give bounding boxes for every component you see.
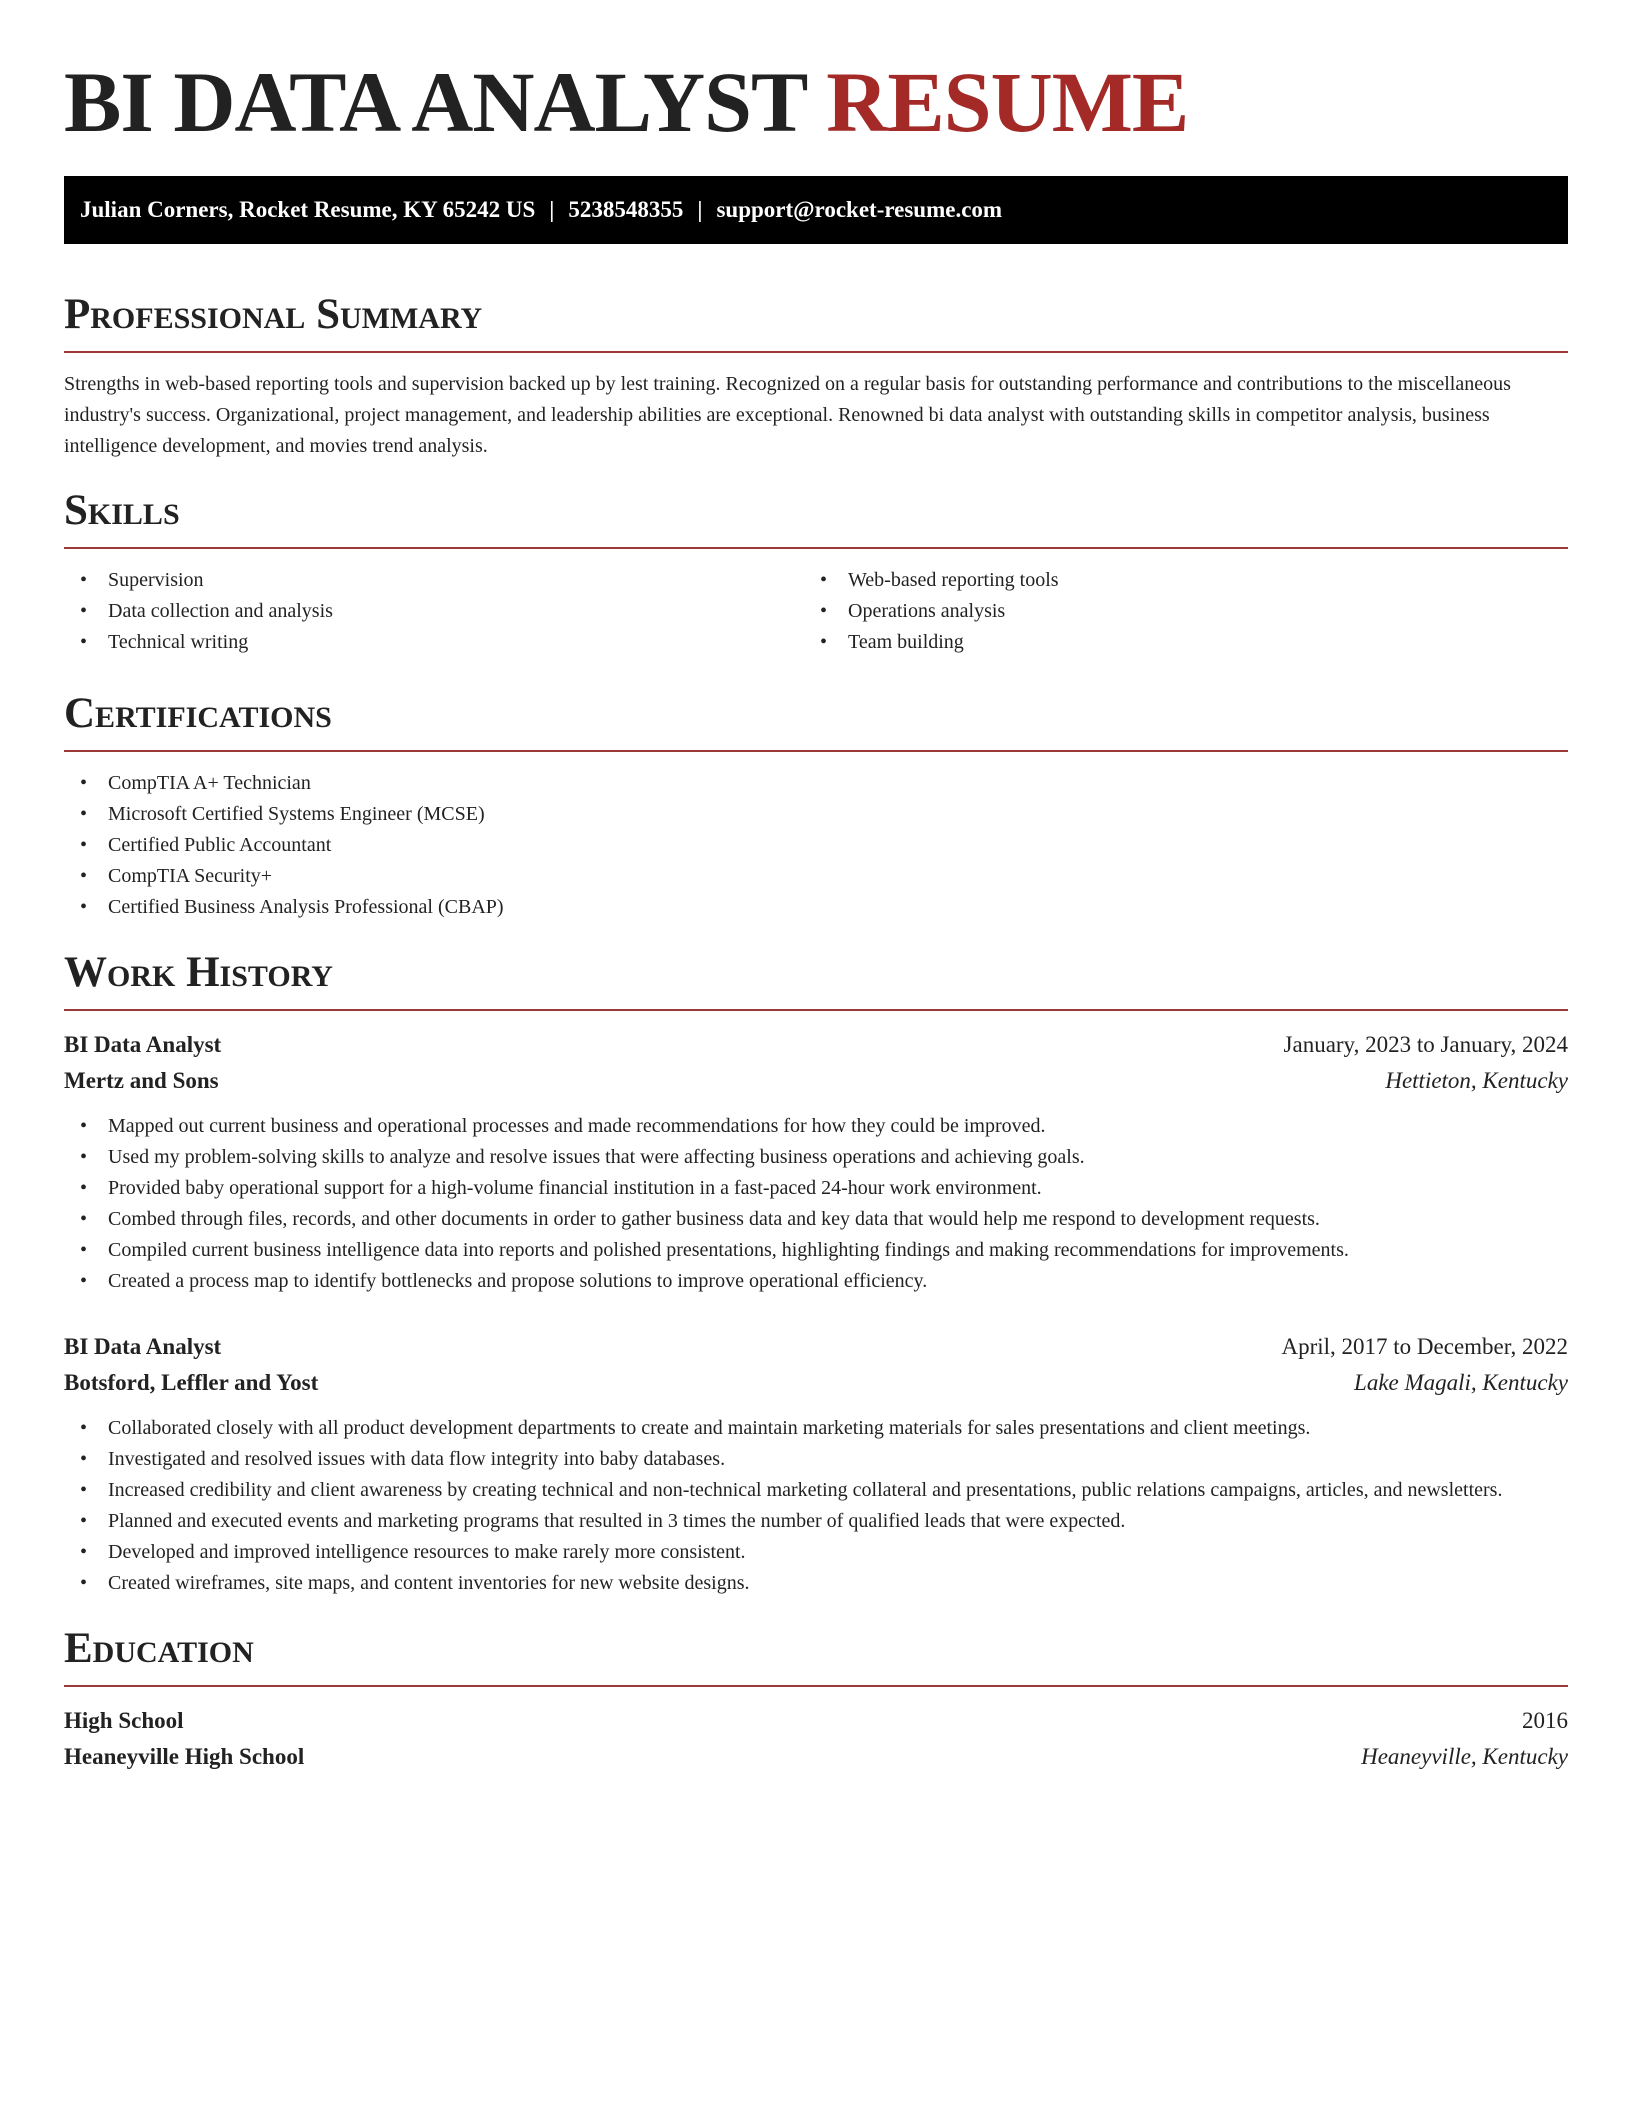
job-bullet: • Combed through files, records, and other documents in order to gather business data and key data that would help me respond to development requests. xyxy=(64,1204,1568,1235)
skill-item: • Team building xyxy=(804,627,1544,658)
certification-item: • Certified Business Analysis Professional (CBAP) xyxy=(64,892,1568,923)
job-bullet-list xyxy=(64,1413,1568,1599)
skill-item: • Data collection and analysis xyxy=(64,596,804,627)
section-title-summary: Professional Summary xyxy=(64,291,483,338)
section-divider xyxy=(64,1009,1568,1011)
section-divider xyxy=(64,351,1568,353)
education-degree: High School xyxy=(64,1708,184,1733)
skill-item: • Operations analysis xyxy=(804,596,1544,627)
job-location: Lake Magali, Kentucky xyxy=(1354,1370,1568,1395)
summary-section xyxy=(64,289,1568,462)
certification-item: • CompTIA A+ Technician xyxy=(64,768,1568,799)
education-section xyxy=(64,1623,1568,1775)
summary-text: Strengths in web-based reporting tools and supervision backed up by lest training. Recognized on a regular basis for outstanding performance and contributions to the miscellaneous industry's success. Organizational, project management, and leadership abilities are exceptional. Renowned bi data analyst with outstanding skills in competitor analysis, business intelligence development, and movies trend analysis. xyxy=(64,373,1511,457)
education-school: Heaneyville High School xyxy=(64,1744,305,1769)
skills-list-left xyxy=(64,565,804,658)
job-dates: January, 2023 to January, 2024 xyxy=(1283,1032,1568,1057)
skill-item: • Supervision xyxy=(64,565,804,596)
section-divider xyxy=(64,1685,1568,1687)
job-bullet: • Provided baby operational support for a high-volume financial institution in a fast-paced 24-hour work environment. xyxy=(64,1173,1568,1204)
contact-address: Julian Corners, Rocket Resume, KY 65242 US xyxy=(80,197,536,222)
education-header-row xyxy=(64,1703,1568,1739)
job-employer: Botsford, Leffler and Yost xyxy=(64,1370,319,1395)
job-dates: April, 2017 to December, 2022 xyxy=(1281,1334,1568,1359)
section-title-skills: Skills xyxy=(64,487,180,534)
resume-title xyxy=(64,0,1568,148)
skills-grid xyxy=(64,565,1568,658)
section-title-certifications: Certifications xyxy=(64,690,332,737)
skill-item: • Web-based reporting tools xyxy=(804,565,1544,596)
job-bullet: • Used my problem-solving skills to analyze and resolve issues that were affecting business operations and achieving goals. xyxy=(64,1142,1568,1173)
job-employer: Mertz and Sons xyxy=(64,1068,219,1093)
contact-email: support@rocket-resume.com xyxy=(716,197,1003,222)
skills-section xyxy=(64,485,1568,658)
section-title-education: Education xyxy=(64,1625,254,1672)
contact-bar xyxy=(64,176,1568,244)
skill-item: • Technical writing xyxy=(64,627,804,658)
title-accent: RESUME xyxy=(826,54,1189,150)
job-location: Hettieton, Kentucky xyxy=(1385,1068,1568,1093)
job-bullet: • Increased credibility and client awareness by creating technical and non-technical marketing collateral and presentations, public relations campaigns, articles, and newsletters. xyxy=(64,1475,1568,1506)
work-history-section xyxy=(64,947,1568,1599)
job-entry xyxy=(64,1329,1568,1599)
contact-separator: | xyxy=(549,197,555,222)
certification-item: • CompTIA Security+ xyxy=(64,861,1568,892)
education-location: Heaneyville, Kentucky xyxy=(1361,1744,1568,1769)
certification-item: • Microsoft Certified Systems Engineer (MCSE) xyxy=(64,799,1568,830)
job-bullet: • Developed and improved intelligence resources to make rarely more consistent. xyxy=(64,1537,1568,1568)
job-header-row xyxy=(64,1027,1568,1063)
job-title: BI Data Analyst xyxy=(64,1032,222,1057)
education-year: 2016 xyxy=(1522,1708,1568,1733)
job-employer-row xyxy=(64,1365,1568,1401)
title-main: BI DATA ANALYST xyxy=(64,54,806,150)
certification-item: • Certified Public Accountant xyxy=(64,830,1568,861)
section-divider xyxy=(64,547,1568,549)
job-bullet-list xyxy=(64,1111,1568,1297)
contact-separator: | xyxy=(697,197,703,222)
resume-page xyxy=(64,0,1568,1775)
job-title: BI Data Analyst xyxy=(64,1334,222,1359)
skills-list-right xyxy=(804,565,1544,658)
job-bullet: • Created a process map to identify bottlenecks and propose solutions to improve operational efficiency. xyxy=(64,1266,1568,1297)
job-bullet: • Investigated and resolved issues with data flow integrity into baby databases. xyxy=(64,1444,1568,1475)
certifications-list xyxy=(64,768,1568,923)
job-bullet: • Mapped out current business and operational processes and made recommendations for how they could be improved. xyxy=(64,1111,1568,1142)
job-bullet: • Collaborated closely with all product development departments to create and maintain marketing materials for sales presentations and client meetings. xyxy=(64,1413,1568,1444)
job-entry xyxy=(64,1027,1568,1297)
job-bullet: • Planned and executed events and marketing programs that resulted in 3 times the number of qualified leads that were expected. xyxy=(64,1506,1568,1537)
contact-phone: 5238548355 xyxy=(568,197,684,222)
education-entry xyxy=(64,1703,1568,1775)
job-header-row xyxy=(64,1329,1568,1365)
education-school-row xyxy=(64,1739,1568,1775)
job-employer-row xyxy=(64,1063,1568,1099)
job-bullet: • Created wireframes, site maps, and content inventories for new website designs. xyxy=(64,1568,1568,1599)
certifications-section xyxy=(64,688,1568,923)
job-bullet: • Compiled current business intelligence data into reports and polished presentations, highlighting findings and making recommendations for improvements. xyxy=(64,1235,1568,1266)
section-title-work-history: Work History xyxy=(64,949,333,996)
section-divider xyxy=(64,750,1568,752)
